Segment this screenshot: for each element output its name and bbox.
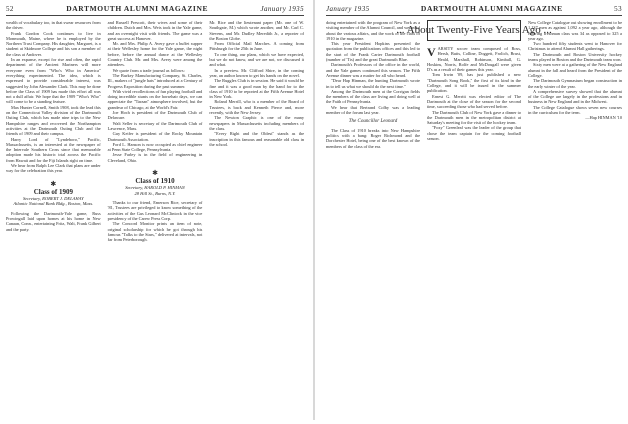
paragraph: The College Catalogue shows seven new courses in the curriculum for the term. [528,104,622,116]
paragraph: New College Catalogue out showing enrollment to be 1,137 men as against 1,092 a year ago, although the entering freshman class was 34 as opposed to 325 a year ago. [528,20,622,41]
paragraph: Dartmouth's Professors of the office in the world, and the Yale games continued this season. The Fifth Avenue dinner was a matter for all who heard. [326,62,420,78]
paragraph: We quote from a trade journal as follows: [112,67,185,73]
paragraph: We hear that Bertrand Colby was a leading member of the forum last year. [326,104,420,116]
paragraph: "Dear Hap Hinman, the hunting Dartmouth wrote in to tell us what we should do the next time." [326,78,420,89]
paragraph: We hear from Ralph Lee Clark that plans are under way for the celebration this year. [6,163,101,174]
paragraph: The Concord Monitor prints an item of note, original scholarship for which he got through his famous "Talks to the Stars," delivered at intervals, not far from Peterborough. [107,221,203,243]
paragraph: With vivid recollections of fun playing football and doing incredible stunts on the horsehair days, we can appreciate the "Tarzan" atmosphere involved, but the grandeur of Chicago, at the World's Fair. [107,88,203,110]
paragraph: Jesse Farley is in the field of engineering in Cleveland, Ohio. [107,152,203,163]
paragraph: Sixty men were at a gathering of the New England alumni in the fall and heard from the President of the College. [528,62,622,78]
left-page [0,0,312,420]
paragraph: Max Hunter Cornell, Smith 1908, took the lead this on the Connecticut Valley division of the Dartmouth Outing Club, which has made nine trips to the New Hampshire ranges and recovered the Northampton activities at the Dartmouth Outing Club and the friends of 1909 and their campus. [6,104,101,137]
paragraph: This year President Hopkins presented the quotation from the publications offices and this led to the start of the Frank Carter Dartmouth football (number of 'Tis) and the great Dartmouth Blue. [326,41,420,63]
left-column-2 [108,20,203,424]
paragraph: Roland Merrill, who is a member of the Board of Trustees, is back and Kenneth Pierce and, more recently, with the New Jersey. [209,99,305,116]
paragraph: Harry Lord of "Lyndeboro," Pacific, Massachusetts, is an interested at the newspaper of the Intervale Southern Cross since that memorable adoption made his historic trial across the Pacific from Hawaii and for the Fiji Islands right on time. [6,136,101,163]
paragraph: The Dartmouth and Boston University hockey teams played in Boston and the Dartmouth team won. [528,51,622,63]
page-header [326,4,622,16]
paragraph: Ernest G. Merritt was elected editor of The Dartmouth at the close of the season for the second time, succeeding those who had served before. [427,93,521,110]
issue-date: January 1935 [260,5,304,13]
paragraph: A comprehensive survey showed that the alumni of the College are largely in the professions and in business in New England and in the Midwest. [528,88,622,105]
magazine-title: DARTMOUTH ALUMNI MAGAZINE [66,4,209,13]
page-header [6,4,304,16]
councillor-heading: The Councillor Leonard [348,119,398,125]
left-column-1 [6,20,101,424]
class-address: Atlantic National Bank Bldg., Boston, Mass. [13,201,94,207]
paragraph: The Burkey Manufacturing Company, St. Charles, Ill., makers of "jungle hats" introduced at a Century of Progress Exposition during the past summer. [107,72,203,89]
drop-cap: V [427,45,436,59]
banner-title: ... About Twenty-Five Years Ago ... [396,24,552,36]
paragraph: Frank Gordon Cook continues to live in Monmouth, Maine, where he is employed by the Northern Trust Company. His daughter, Margaret, is a student at Skidmore College and his son a member of the class at Andover. [6,30,101,57]
class-title: Class of 1909 [33,187,73,196]
paragraph: and Russell Prescott, their wives and some of their children. Dutch and Mrs. Weis took in the Yale game, and an overnight visit with friends. The game was a great success at Hanover. [107,20,203,41]
right-columns [326,20,622,424]
twenty-five-years-banner [396,20,552,41]
paragraph: In an expanse, except for rise and often, the rapid department of the Ancient Mariners will more everyone even from "Who's Who in America" everything experimented. The idea, which is expressed to provide considerable interest, was suggested by John Alexander Clark. This may be done before the Class of 1909 has made this effort all was not a dull affair. We hope that the 1909 "Who's Who" will come to be a standing feature. [6,57,101,105]
paragraph: The Ruggles Club is in session. He said it would be fine and it was a good man by the hand for to the class of 1910 to be reported at the Fifth Avenue Hotel in New York. [209,78,305,100]
class-secretary: Secretary, HAROLD P. HINMAN [125,185,185,191]
star-ornament-icon: ✱ [152,169,158,178]
paragraph: From Official Mail Marches. A coming from Pittsburgh for the 25th in June. [209,41,305,52]
paragraph: To one thing, our plans, which we have expected, but we do not know, and we are not, we discussed it and what. [209,51,305,68]
page-number: 53 [614,5,622,13]
paragraph: wealth of vocabulary too, in that swear resources from the driver. [6,20,101,31]
paragraph: The Class of 1910 breaks into New Hampshire politics with a bang: Roger Richmond and the Dorchester Hotel, being one of the best known of the members of the class of the era. [326,127,420,149]
paragraph [427,46,521,72]
class-1910-heading [108,169,203,196]
right-column-3 [528,20,622,424]
paragraph: The Dartmouth Club of New York gave a dinner to the Dartmouth men in the metropolitan district at Saturday's meeting for the visit of the hockey team. [427,109,521,126]
paragraph: "Foxy" Greenleaf was the leader of the group that chose the team captain for the coming football season. [427,125,521,142]
paragraph: Two hundred fifty students went to Hanover for Christmas to attend Alumni Hall gatherings. [528,41,622,52]
magazine-title: DARTMOUTH ALUMNI MAGAZINE [420,4,563,13]
paragraph: Mr. Rice and the lieutenant paper (Mr. one of W. Southgate, M.) which wrote another, and Mr. Carl C. Stevens, and Mr. Dudley Meredith Jr., a reporter of the Boston Globe. [209,20,305,41]
left-columns [6,20,304,424]
page-number: 52 [6,5,14,13]
star-ornament-icon: ✱ [50,179,57,188]
left-column-3 [209,20,304,424]
paragraph: The Dartmouth Gymnasium began construction in the early winter of the year. [528,78,622,89]
signoff: —Hap HINMAN '10 [585,115,622,121]
right-column-2 [396,20,552,424]
paragraph: doing entertained with the program of New York as a visiting member of the Alumni Council, and we heard about the various affairs, and the work of the class of 1910 in the magazine. [326,20,420,41]
paragraph: In a preview. Mr. Clifford Shire, in the coming year, an author known to get his hands on the novel. [209,67,305,78]
paragraph: Tom Irwin '09, has just published a new "Dartmouth Song Book," the first of its kind in the College, and it will be issued in the summer publication. [427,72,521,94]
paragraph: Walt Seller is secretary of the Dartmouth Club of Lawrence, Mass. [107,120,203,131]
class-secretary: Secretary, ROBERT J. DELAHAY [23,195,84,201]
paragraph: Following the Dartmouth-Yale game, Russ Prowingall laid upon homes at his home in New Canaan, Conn., entertaining Fritz, Walt, Frank Gilbert and the party. [6,210,101,232]
paragraph: Mr. and Mrs. Philip A. Avery gave a buffet supper at their Wellesley home for the Yale game, the night before, before the annual dance at the Wellesley Country Club. Mr. and Mrs. Avery were among the attendees. [107,41,203,68]
issue-date: January 1935 [326,5,370,13]
right-page [316,0,628,420]
paragraph: Ford L. Hanson is now occupied as chief engineer at Penn State College, Pennsylvania. [107,141,203,153]
class-1909-heading [6,180,101,207]
paragraph: "Every Right and the Oldest" stands as the inscription in this famous and reasonable old class in the school. [209,131,305,147]
right-column-1 [326,20,420,424]
paragraph: Thanks to our friend, Emerson Rice, secretary of '81, Trustees are privileged to know something of the activities of the Gus Leonard McClintock in the vice presidency of the Carew Press Corp. [107,200,203,221]
paragraph: Guy Keifer is president of the Rocky Mountain Dartmouth Association. [107,131,203,142]
paragraph: Joe Hoch is president of the Dartmouth Club of Delaware. [107,110,203,121]
class-address: 28 Hill St., Burns, N.Y. [134,190,176,196]
paragraph: Among the Dartmouth men at the Corrigan fields the members of the class are living and doing well at the Faith of Pennsylvania. [326,88,420,105]
page-gutter [313,0,315,420]
paragraph-text: ARSITY soccer team composed of Ross, Hersh, Butts, Colline, Doggett, Frolich, Brust, Heald, Marshall, Robinson, Kimball, G. Hoskins, Norris, Rolfe and McDougall were given D's as a result of their games this year. [427,46,521,73]
class-title: Class of 1910 [135,177,175,186]
paragraph: The Newton Graphic is one of the many newspapers in Massachusetts including members of the class. [209,115,305,131]
